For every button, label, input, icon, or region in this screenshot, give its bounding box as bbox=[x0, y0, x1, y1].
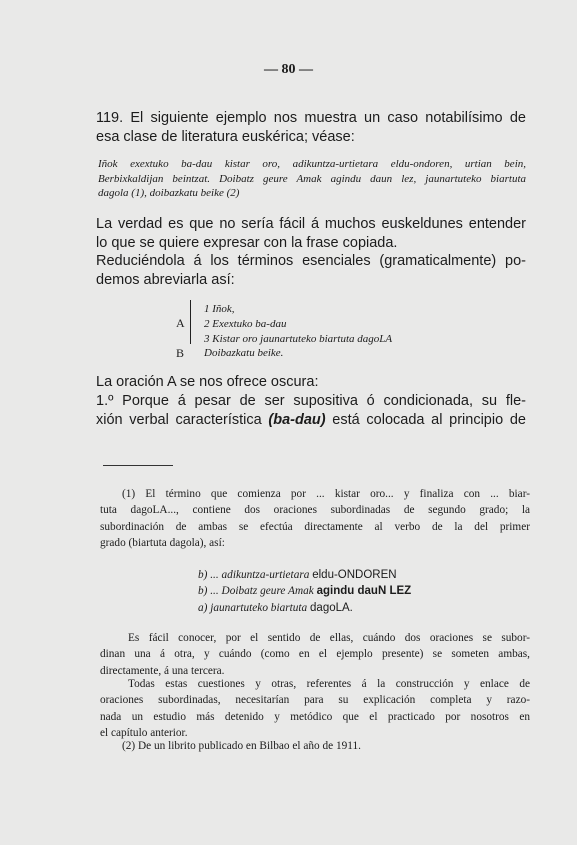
example-line bbox=[198, 583, 498, 599]
scheme-brace bbox=[190, 300, 199, 344]
quoted-text bbox=[98, 157, 526, 201]
quote-line: dagola (1), doibazkatu beike (2) bbox=[98, 187, 240, 199]
footnote-paragraph-2 bbox=[100, 676, 530, 741]
footnote-line: grado (biartuta dagola), así: bbox=[100, 536, 225, 549]
paragraph-line bbox=[96, 411, 526, 430]
example-line bbox=[198, 567, 498, 583]
example-line bbox=[198, 600, 498, 616]
paragraph-119 bbox=[96, 109, 526, 147]
example-text: a) jaunartuteko biartuta bbox=[198, 601, 311, 614]
page-number: — 80 — bbox=[264, 62, 313, 77]
paragraph-verdad bbox=[96, 215, 526, 253]
quote-line: Iñok exextuko ba-dau kistar oro, adikuntza-urtietara eldu-ondoren, urtian bein, bbox=[98, 158, 526, 170]
paragraph-point-1 bbox=[96, 392, 526, 430]
example-emphasis: dagoLA. bbox=[310, 601, 353, 614]
example-emphasis: eldu-ONDOREN bbox=[312, 569, 397, 581]
quote-line: Berbixkaldijan beintzat. Doibatz geure Amak agindu daun lez, jaunartuteko biartuta bbox=[98, 172, 526, 185]
paragraph-line: La verdad es que no sería fácil á muchos euskeldunes entender bbox=[96, 216, 526, 232]
example-text: b) ... adikuntza-urtietara bbox=[198, 569, 313, 581]
scheme-label-a: A bbox=[176, 316, 185, 330]
paragraph-line: esa clase de literatura euskérica; véase: bbox=[96, 129, 355, 145]
footnote-2: (2) De un librito publicado en Bilbao el año de 1911. bbox=[122, 740, 361, 752]
scheme-item-3: 3 Kistar oro jaunartuteko biartuta dagoLA bbox=[204, 333, 393, 345]
paragraph-reduciendola bbox=[96, 252, 526, 290]
footnote-1 bbox=[100, 486, 530, 551]
emphasized-text: (ba-dau) bbox=[268, 412, 326, 428]
footnote-line: Es fácil conocer, por el sentido de ellas, cuándo dos oraciones se subor- bbox=[128, 632, 530, 644]
footnote-rule bbox=[103, 465, 173, 466]
paragraph-line: demos abreviarla así: bbox=[96, 272, 235, 288]
footnote-line: tuta dagoLA..., contiene dos oraciones subordinadas de segundo grado; la bbox=[100, 504, 530, 517]
line-text: xión verbal característica bbox=[96, 412, 269, 428]
line-text: está colocada al principio de bbox=[325, 412, 526, 428]
footnote-line: Todas estas cuestiones y otras, referentes á la construcción y enlace de bbox=[128, 678, 530, 690]
paragraph-line: Reduciéndola á los términos esenciales (gramaticalmente) po- bbox=[96, 253, 526, 269]
paragraph-line: lo que se quiere expresar con la frase copiada. bbox=[96, 235, 398, 251]
footnote-examples bbox=[198, 567, 498, 616]
footnote-line: nada un estudio más detenido y metódico que el practicado por nosotros en bbox=[100, 710, 530, 723]
scheme-item-1 bbox=[204, 302, 235, 317]
paragraph-line: 1.º Porque á pesar de ser supositiva ó condicionada, su fle- bbox=[96, 393, 526, 409]
footnote-line: oraciones subordinadas, necesitarían para su explicación completa y razo- bbox=[100, 694, 530, 707]
footnote-line: subordinación de ambas se efectúa directamente al verbo de la del primer bbox=[100, 520, 530, 533]
scheme-item-2: 2 Exextuko ba-dau bbox=[204, 318, 287, 330]
paragraph-oracion: La oración A se nos ofrece oscura: bbox=[96, 374, 319, 390]
scheme-item-b: Doibazkatu beike. bbox=[204, 347, 284, 359]
footnote-line: el capítulo anterior. bbox=[100, 726, 188, 739]
example-emphasis: agindu dauN LEZ bbox=[316, 585, 412, 598]
example-text: b) ... Doibatz geure Amak bbox=[198, 585, 317, 598]
scheme-item-text: 1 Iñok, bbox=[204, 303, 235, 315]
paragraph-line: 119. El siguiente ejemplo nos muestra un caso notabilísimo de bbox=[96, 110, 526, 126]
footnote-line: (1) El término que comienza por ... kistar oro... y finaliza con ... biar- bbox=[122, 488, 530, 500]
footnote-paragraph-1 bbox=[100, 630, 530, 679]
footnote-line: directamente, á una tercera. bbox=[100, 664, 225, 677]
scheme-label-b: B bbox=[176, 346, 185, 360]
footnote-line: dinan una á otra, y cuándo (como en el ejemplo presente) se someten ambas, bbox=[100, 648, 530, 661]
